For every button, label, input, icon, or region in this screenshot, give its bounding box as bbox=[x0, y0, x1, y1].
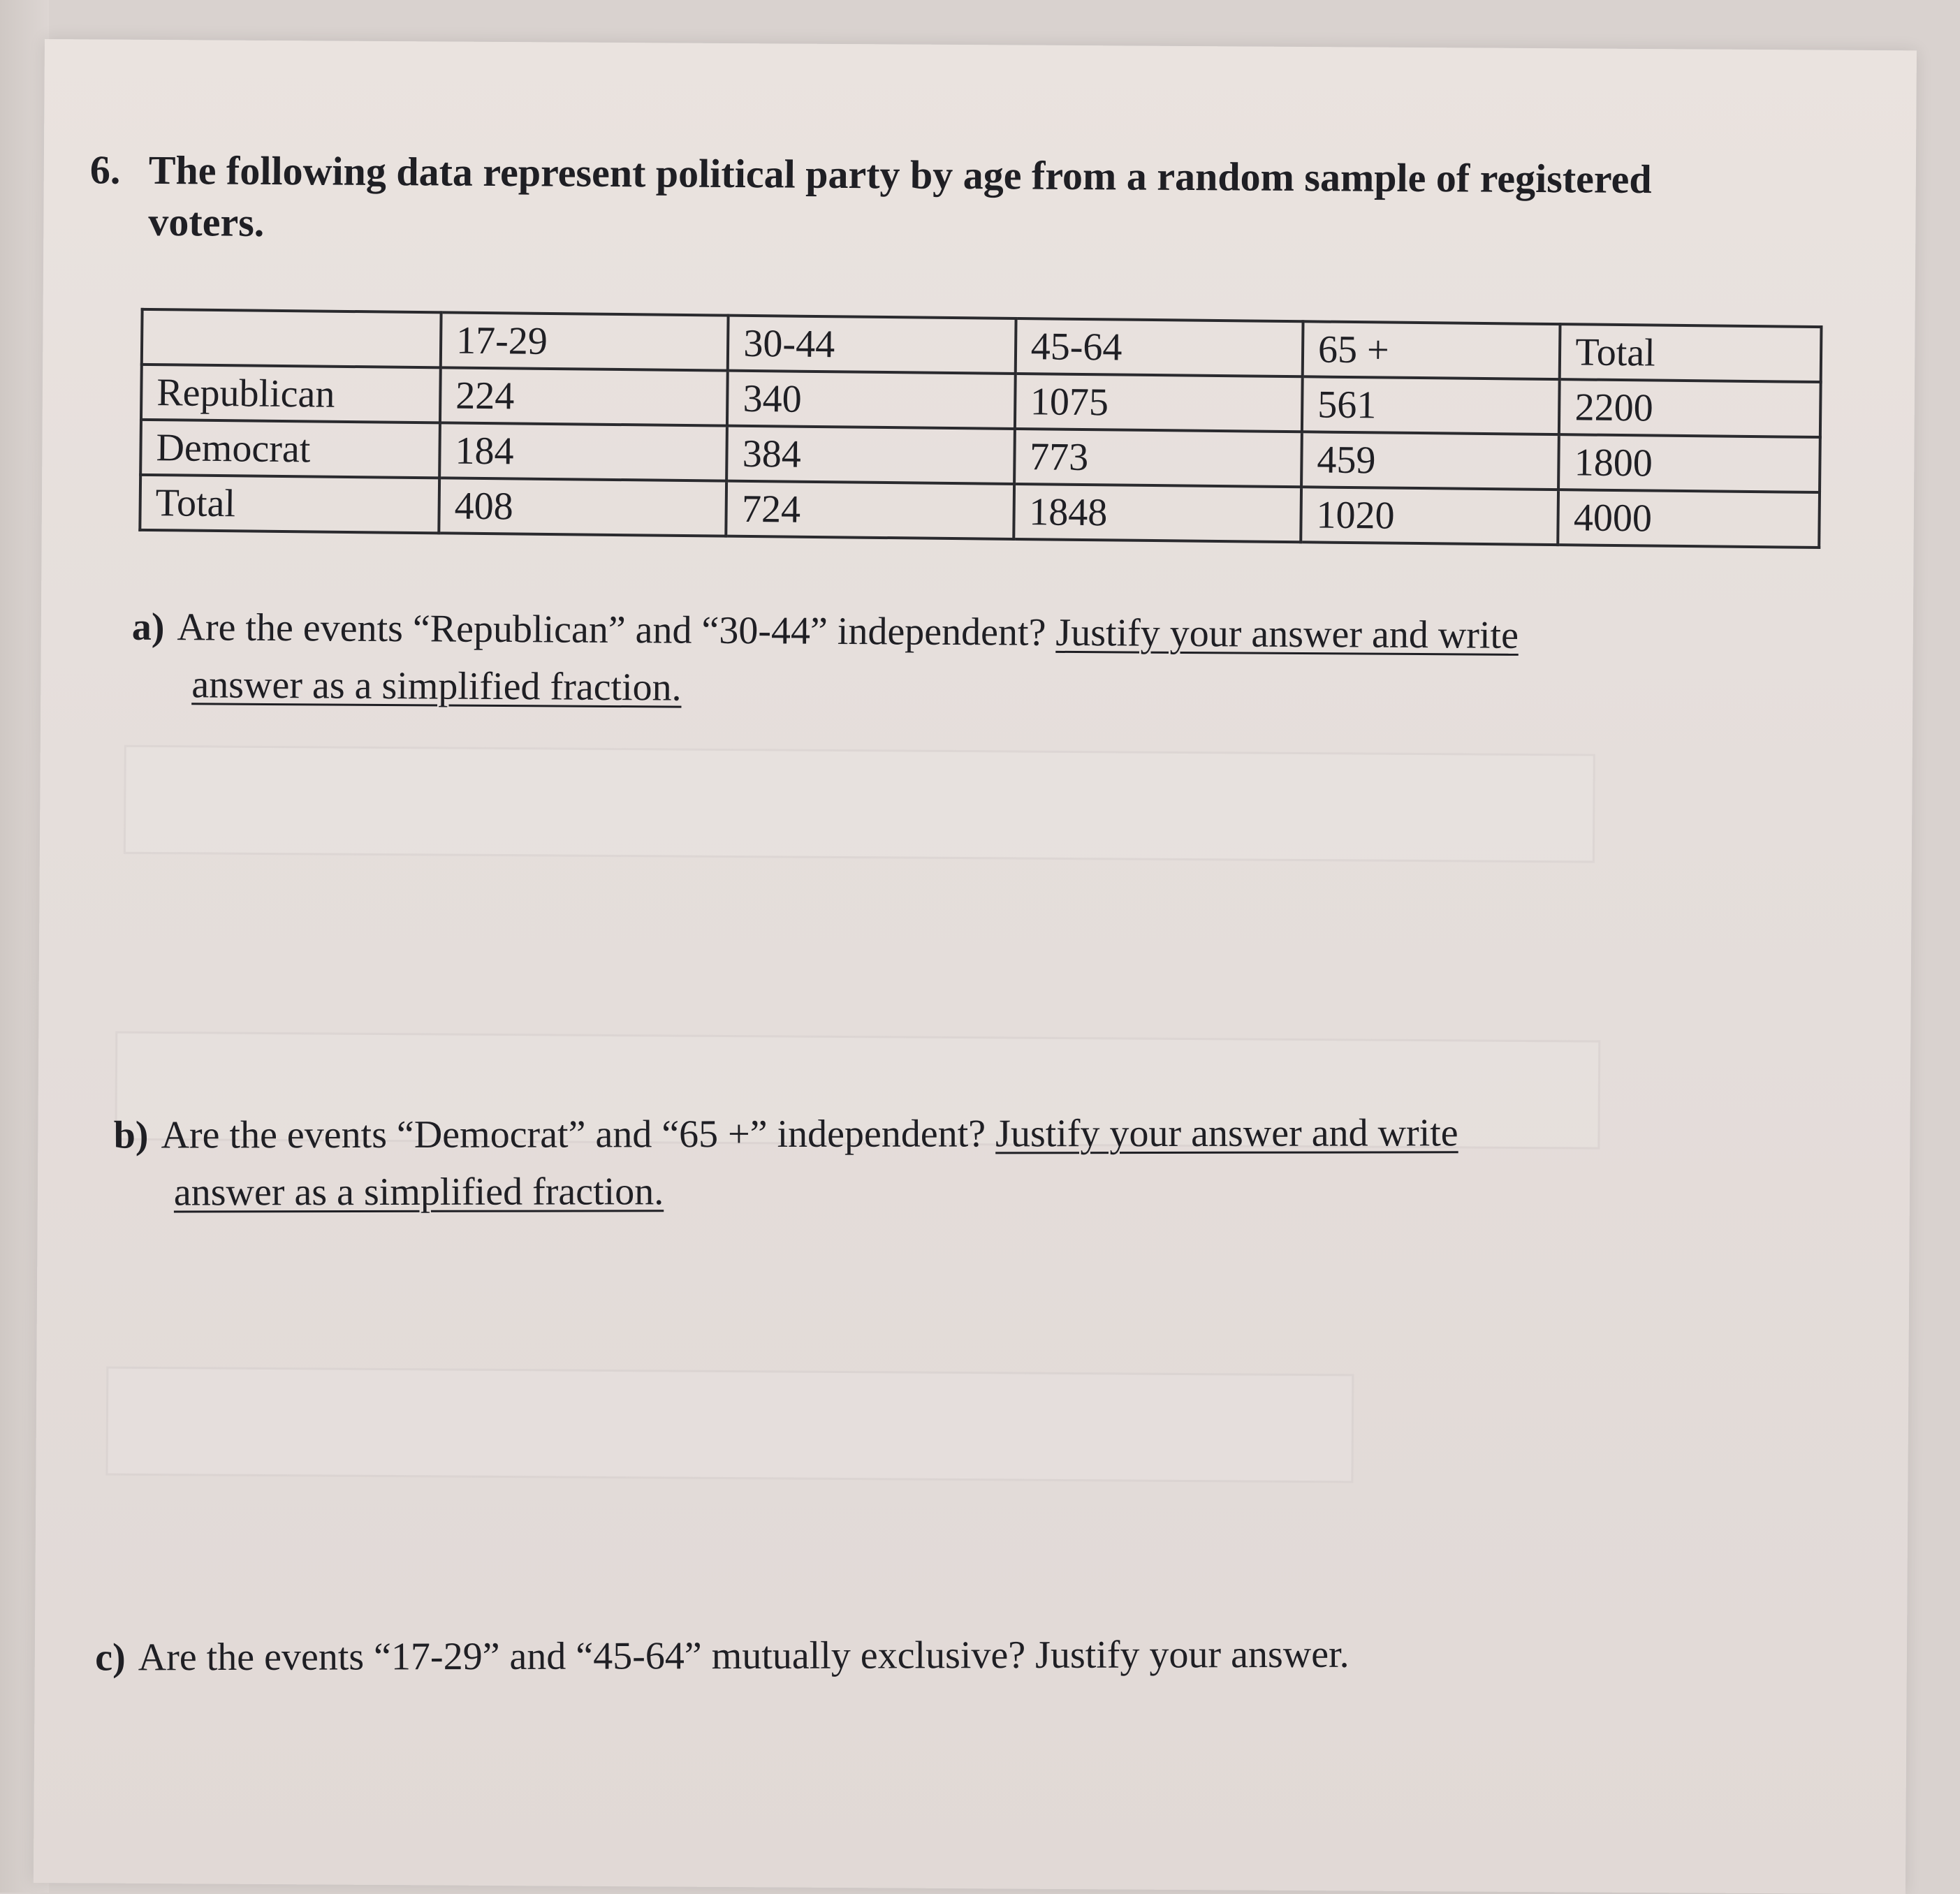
cell-democrat-65-plus: 459 bbox=[1301, 432, 1559, 490]
subquestion-b bbox=[114, 1103, 1790, 1221]
faint-bleed-through-table-1 bbox=[124, 745, 1595, 863]
header-30-44: 30-44 bbox=[728, 316, 1016, 374]
cell-grand-total: 4000 bbox=[1558, 490, 1820, 548]
header-65-plus: 65 + bbox=[1303, 321, 1560, 379]
row-label-democrat: Democrat bbox=[140, 420, 440, 478]
header-45-64: 45-64 bbox=[1015, 318, 1303, 376]
subquestion-c-text: Are the events “17-29” and “45-64” mutually exclusive? Justify your answer. bbox=[138, 1632, 1350, 1680]
row-label-republican: Republican bbox=[141, 365, 441, 423]
cell-total-17-29: 408 bbox=[439, 478, 726, 536]
subquestion-a-instruction-line1: Justify your answer and write bbox=[1055, 610, 1519, 657]
header-total: Total bbox=[1560, 324, 1821, 382]
party-by-age-table bbox=[138, 308, 1822, 549]
cell-democrat-45-64: 773 bbox=[1014, 429, 1302, 487]
subquestion-a bbox=[131, 599, 1808, 724]
subquestion-b-instruction-line1: Justify your answer and write bbox=[995, 1111, 1458, 1156]
subquestion-b-instruction-line2: answer as a simplified fraction. bbox=[173, 1170, 664, 1214]
cell-democrat-total: 1800 bbox=[1558, 434, 1820, 492]
cell-republican-65-plus: 561 bbox=[1302, 376, 1560, 434]
row-label-total: Total bbox=[140, 475, 439, 533]
cell-republican-total: 2200 bbox=[1559, 379, 1820, 437]
question-text: The following data represent political party by age from a random sample of registered voters. bbox=[148, 147, 1652, 245]
subquestion-b-text: Are the events “Democrat” and “65 +” independent? bbox=[161, 1112, 986, 1157]
cell-total-65-plus: 1020 bbox=[1301, 487, 1558, 545]
cell-total-30-44: 724 bbox=[726, 481, 1014, 539]
subquestion-a-instruction-line2: answer as a simplified fraction. bbox=[191, 663, 682, 710]
cell-republican-17-29: 224 bbox=[440, 367, 728, 425]
subquestion-a-text: Are the events “Republican” and “30-44” independent? bbox=[177, 605, 1046, 654]
subquestion-c bbox=[95, 1624, 1841, 1687]
subquestion-a-letter: a) bbox=[131, 605, 165, 649]
cell-democrat-17-29: 184 bbox=[439, 423, 727, 480]
worksheet-page bbox=[34, 39, 1917, 1894]
cell-democrat-30-44: 384 bbox=[726, 426, 1014, 484]
header-17-29: 17-29 bbox=[441, 312, 729, 370]
header-corner-cell bbox=[142, 309, 441, 367]
subquestion-c-letter: c) bbox=[95, 1636, 126, 1680]
cell-total-45-64: 1848 bbox=[1014, 484, 1301, 542]
cell-republican-45-64: 1075 bbox=[1015, 374, 1303, 432]
question-number: 6. bbox=[89, 147, 121, 193]
faint-bleed-through-table-3 bbox=[105, 1367, 1354, 1483]
subquestion-b-letter: b) bbox=[113, 1113, 149, 1157]
question-prompt bbox=[89, 145, 1755, 258]
cell-republican-30-44: 340 bbox=[727, 371, 1015, 429]
